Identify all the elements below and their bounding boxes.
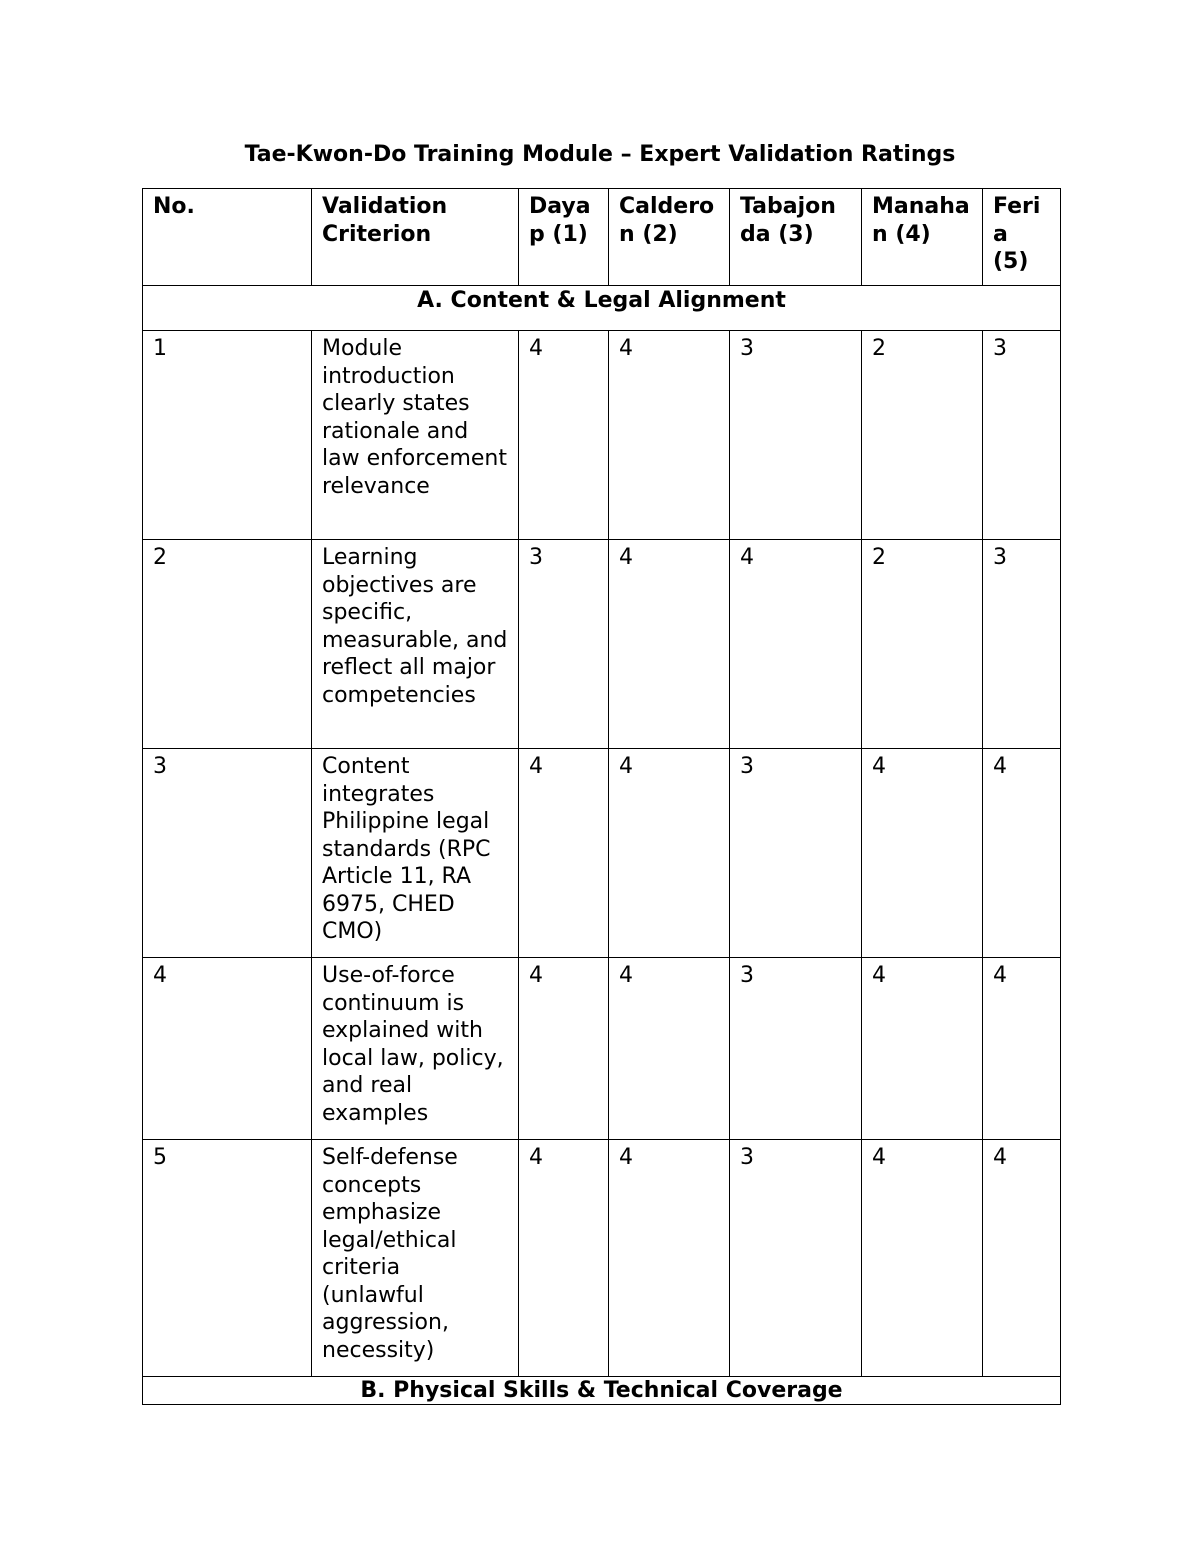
table-header-row: [143, 189, 1061, 286]
section-heading: B. Physical Skills & Technical Coverage: [143, 1377, 1061, 1405]
rating-cell: 4: [983, 958, 1061, 1140]
row-criterion: Self-defense concepts emphasize legal/ethical criteria (unlawful aggression, necessity): [312, 1140, 519, 1377]
rating-cell: 4: [519, 749, 609, 958]
rating-cell: 2: [862, 540, 983, 749]
row-number: 2: [143, 540, 312, 749]
rating-cell: 4: [983, 749, 1061, 958]
rating-cell: 3: [983, 331, 1061, 540]
table-row: [143, 1140, 1061, 1377]
rating-cell: 3: [519, 540, 609, 749]
header-expert-4: Manahan (4): [862, 189, 983, 286]
header-criterion: Validation Criterion: [312, 189, 519, 286]
rating-cell: 2: [862, 331, 983, 540]
document-title: Tae-Kwon-Do Training Module – Expert Validation Ratings: [244, 142, 956, 167]
rating-cell: 4: [609, 749, 730, 958]
row-criterion: Content integrates Philippine legal standards (RPC Article 11, RA 6975, CHED CMO): [312, 749, 519, 958]
rating-cell: 4: [862, 749, 983, 958]
header-expert-1: Dayap (1): [519, 189, 609, 286]
rating-cell: 4: [609, 540, 730, 749]
rating-cell: 3: [730, 958, 862, 1140]
table-row: [143, 749, 1061, 958]
rating-cell: 4: [609, 331, 730, 540]
rating-cell: 4: [519, 1140, 609, 1377]
row-number: 1: [143, 331, 312, 540]
rating-cell: 3: [730, 749, 862, 958]
section-row-a: [143, 286, 1061, 331]
rating-cell: 3: [983, 540, 1061, 749]
row-criterion: Use-of-force continuum is explained with local law, policy, and real examples: [312, 958, 519, 1140]
rating-cell: 4: [730, 540, 862, 749]
header-expert-3: Tabajonda (3): [730, 189, 862, 286]
validation-ratings-table: [142, 188, 1061, 1405]
rating-cell: 4: [862, 1140, 983, 1377]
rating-cell: 3: [730, 1140, 862, 1377]
rating-cell: 4: [609, 1140, 730, 1377]
section-row-b: [143, 1377, 1061, 1405]
section-heading: A. Content & Legal Alignment: [143, 286, 1061, 331]
rating-cell: 4: [519, 958, 609, 1140]
rating-cell: 4: [519, 331, 609, 540]
row-number: 4: [143, 958, 312, 1140]
table-row: [143, 958, 1061, 1140]
rating-cell: 4: [609, 958, 730, 1140]
rating-cell: 3: [730, 331, 862, 540]
header-expert-2: Calderon (2): [609, 189, 730, 286]
rating-cell: 4: [862, 958, 983, 1140]
header-no: No.: [143, 189, 312, 286]
row-criterion: Module introduction clearly states rationale and law enforcement relevance: [312, 331, 519, 540]
row-criterion: Learning objectives are specific, measurable, and reflect all major competencies: [312, 540, 519, 749]
header-expert-5: Feria (5): [983, 189, 1061, 286]
table-row: [143, 331, 1061, 540]
row-number: 3: [143, 749, 312, 958]
table-row: [143, 540, 1061, 749]
rating-cell: 4: [983, 1140, 1061, 1377]
row-number: 5: [143, 1140, 312, 1377]
